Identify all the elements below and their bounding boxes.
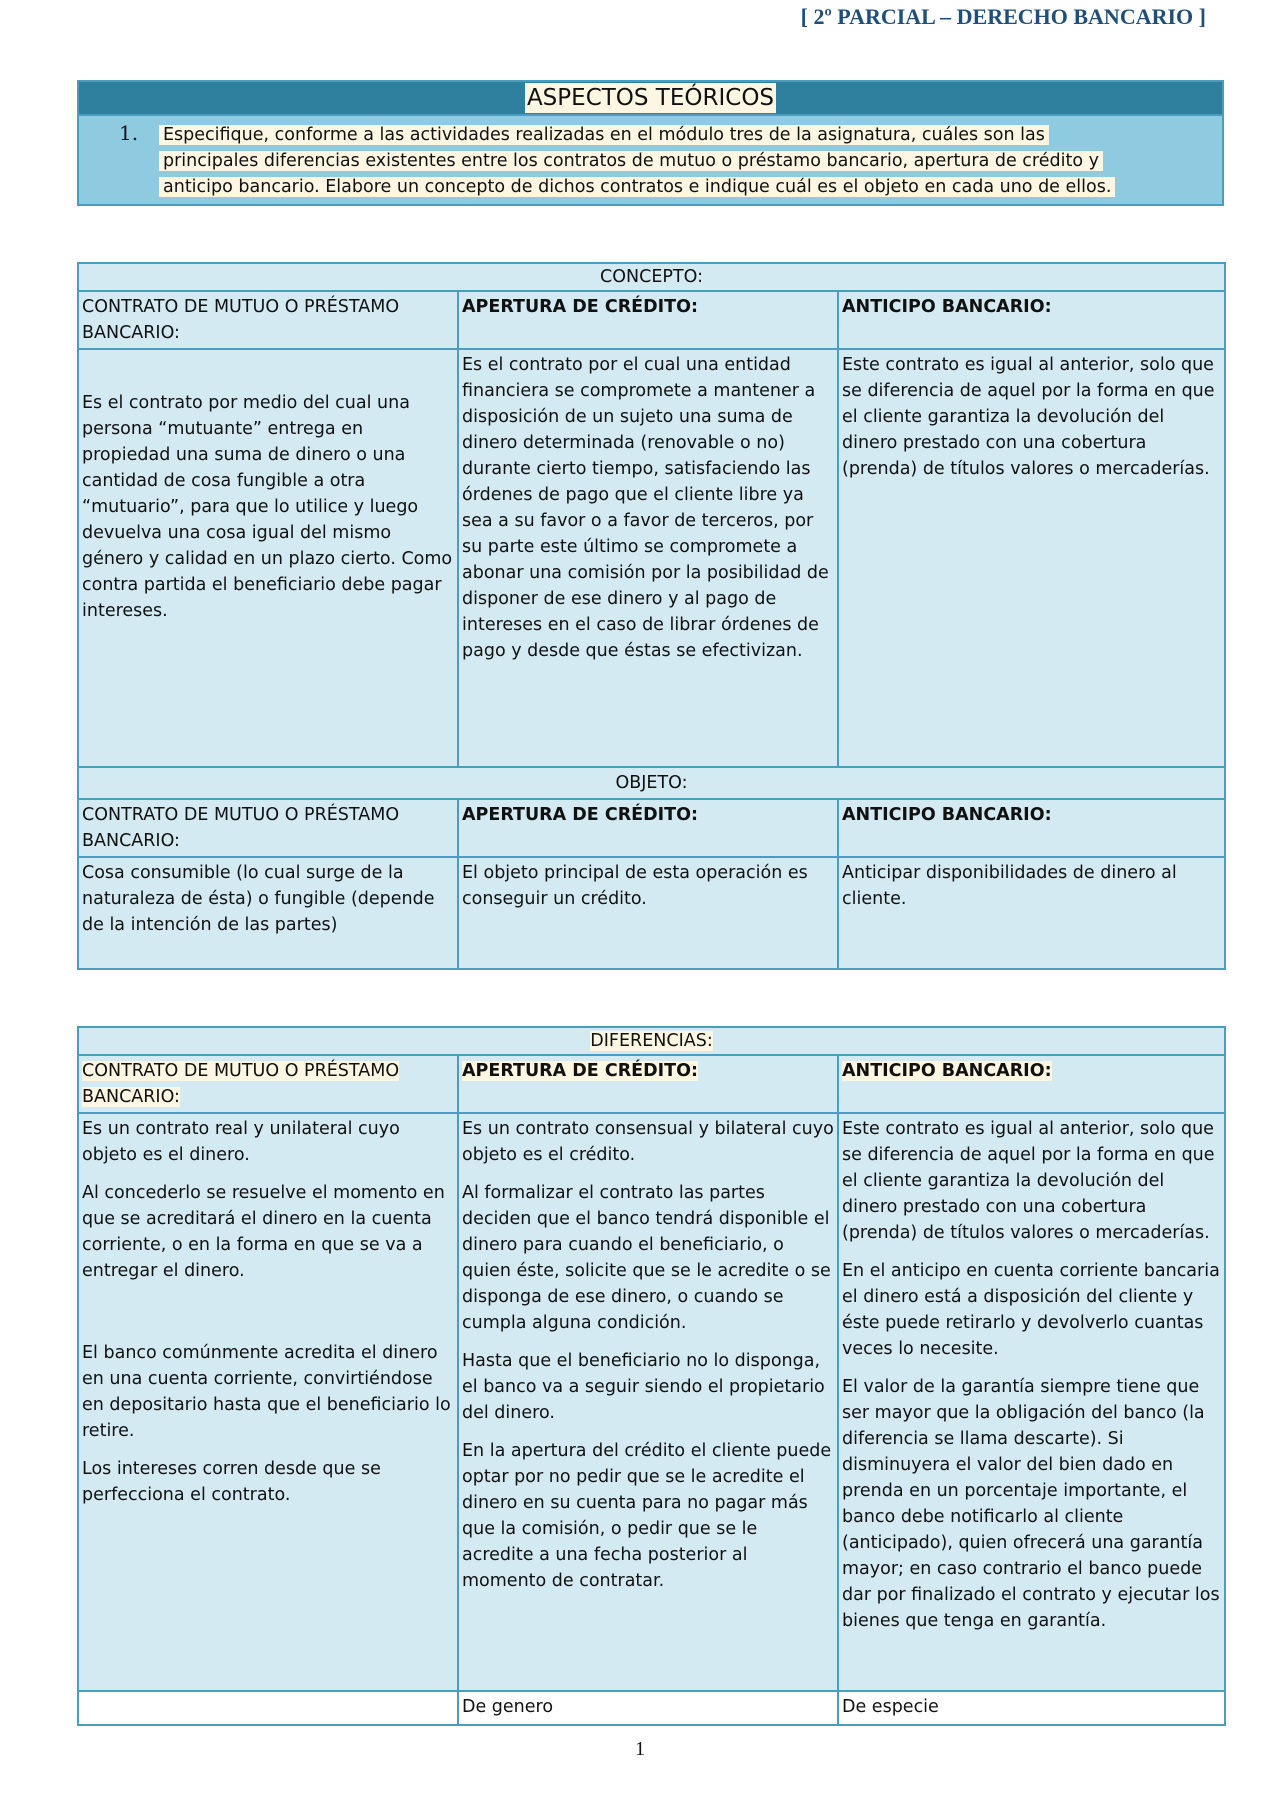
question-table [77, 80, 1224, 206]
diferencias-col-anticipo: ANTICIPO BANCARIO: [842, 1061, 1052, 1081]
diferencias-apertura-p3: Hasta que el beneficiario no lo disponga, el banco va a seguir siendo el propietario del dinero. [462, 1351, 825, 1423]
question-line-1: Especifique, conforme a las actividades realizadas en el módulo tres de la asignatura, cuáles son las [159, 125, 1049, 145]
objeto-col-anticipo: ANTICIPO BANCARIO: [838, 799, 1225, 857]
concepto-title: CONCEPTO: [78, 263, 1225, 291]
diferencias-mutuo-p3: El banco comúnmente acredita el dinero en una cuenta corriente, convirtiéndose en depositario hasta que el beneficiario lo retire. [82, 1343, 451, 1441]
concepto-mutuo-text: Es el contrato por medio del cual una persona “mutuante” entrega en propiedad una suma de dinero o una cantidad de cosa fungible a otra “mutuario”, para que lo utilice y luego devuelva una cosa igual del mismo género y calidad en un plazo cierto. Como contra partida el beneficiario debe pagar intereses. [78, 349, 458, 767]
diferencias-title-cell [78, 1027, 1225, 1055]
diferencias-footer-mutuo [78, 1691, 458, 1725]
diferencias-table [77, 1026, 1226, 1726]
objeto-apertura-text: El objeto principal de esta operación es conseguir un crédito. [458, 857, 838, 969]
diferencias-anticipo-p1: Este contrato es igual al anterior, solo que se diferencia de aquel por la forma en que el cliente garantiza la devolución del dinero prestado con una cobertura (prenda) de títulos valores o mercaderías. [842, 1119, 1215, 1243]
concepto-apertura-text: Es el contrato por el cual una entidad financiera se compromete a mantener a disposición de un sujeto una suma de dinero determinada (renovable o no) durante cierto tiempo, satisfaciendo las órdenes de pago que el cliente libre ya sea a su favor o a favor de terceros, por su parte este último se compromete a abonar una comisión por la posibilidad de disponer de ese dinero y al pago de intereses en el caso de librar órdenes de pago y desde que éstas se efectivizan. [458, 349, 838, 767]
diferencias-anticipo-cell [838, 1113, 1225, 1691]
diferencias-apertura-p2: Al formalizar el contrato las partes deciden que el banco tendrá disponible el dinero para cuando el beneficiario, o quien éste, solicite que se le acredite o se disponga de ese dinero, o cuando se cumpla alguna condición. [462, 1183, 831, 1333]
objeto-title: OBJETO: [78, 767, 1225, 799]
diferencias-anticipo-p2: En el anticipo en cuenta corriente bancaria el dinero está a disposición del cliente y éste puede retirarlo y devolverlo cuantas veces lo necesite. [842, 1261, 1220, 1359]
diferencias-mutuo-p4: Los intereses corren desde que se perfecciona el contrato. [82, 1459, 381, 1505]
page-number: 1 [635, 1738, 645, 1760]
question-body [78, 115, 1223, 205]
objeto-col-mutuo: CONTRATO DE MUTUO O PRÉSTAMO BANCARIO: [78, 799, 458, 857]
objeto-mutuo-text: Cosa consumible (lo cual surge de la naturaleza de ésta) o fungible (depende de la intención de las partes) [78, 857, 458, 969]
diferencias-anticipo-p3: El valor de la garantía siempre tiene que ser mayor que la obligación del banco (la diferencia se llama descarte). Si disminuyera el valor del bien dado en prenda en un porcentaje importante, el banco debe notificarlo al cliente (anticipado), quien ofrecerá una garantía mayor; en caso contrario el banco puede dar por finalizado el contrato y ejecutar los bienes que tenga en garantía. [842, 1377, 1220, 1631]
question-line-3: anticipo bancario. Elabore un concepto de dichos contratos e indique cuál es el objeto en cada uno de ellos. [159, 177, 1115, 197]
diferencias-col-anticipo-cell [838, 1055, 1225, 1113]
question-text [119, 120, 1208, 200]
diferencias-apertura-p1: Es un contrato consensual y bilateral cuyo objeto es el crédito. [462, 1119, 834, 1165]
objeto-anticipo-text: Anticipar disponibilidades de dinero al cliente. [838, 857, 1225, 969]
diferencias-col-apertura: APERTURA DE CRÉDITO: [462, 1061, 698, 1081]
diferencias-apertura-cell [458, 1113, 838, 1691]
objeto-col-apertura: APERTURA DE CRÉDITO: [458, 799, 838, 857]
question-number: 1. [119, 121, 139, 145]
question-line-2: principales diferencias existentes entre los contratos de mutuo o préstamo bancario, apertura de crédito y [159, 151, 1103, 171]
diferencias-footer-anticipo: De especie [838, 1691, 1225, 1725]
question-heading-cell [78, 81, 1223, 115]
concepto-col-mutuo: CONTRATO DE MUTUO O PRÉSTAMO BANCARIO: [78, 291, 458, 349]
diferencias-col-mutuo-cell [78, 1055, 458, 1113]
page-header: [ 2º PARCIAL – DERECHO BANCARIO ] [800, 4, 1206, 29]
diferencias-col-mutuo: CONTRATO DE MUTUO O PRÉSTAMO BANCARIO: [82, 1061, 400, 1107]
question-heading: ASPECTOS TEÓRICOS [526, 85, 775, 111]
diferencias-mutuo-p2: Al concederlo se resuelve el momento en que se acreditará el dinero en la cuenta corriente, o en la forma en que se va a entregar el dinero. [82, 1183, 445, 1281]
diferencias-mutuo-cell [78, 1113, 458, 1691]
concepto-col-anticipo: ANTICIPO BANCARIO: [838, 291, 1225, 349]
diferencias-apertura-p4: En la apertura del crédito el cliente puede optar por no pedir que se le acredite el dinero en su cuenta para no pagar más que la comisión, o pedir que se le acredite a una fecha posterior al momento de contratar. [462, 1441, 832, 1591]
diferencias-mutuo-p1: Es un contrato real y unilateral cuyo objeto es el dinero. [82, 1119, 400, 1165]
diferencias-footer-apertura: De genero [458, 1691, 838, 1725]
diferencias-col-apertura-cell [458, 1055, 838, 1113]
concepto-anticipo-text: Este contrato es igual al anterior, solo que se diferencia de aquel por la forma en que el cliente garantiza la devolución del dinero prestado con una cobertura (prenda) de títulos valores o mercaderías. [838, 349, 1225, 767]
concepto-objeto-table [77, 262, 1226, 970]
diferencias-title: DIFERENCIAS: [590, 1031, 713, 1051]
concepto-col-apertura: APERTURA DE CRÉDITO: [458, 291, 838, 349]
